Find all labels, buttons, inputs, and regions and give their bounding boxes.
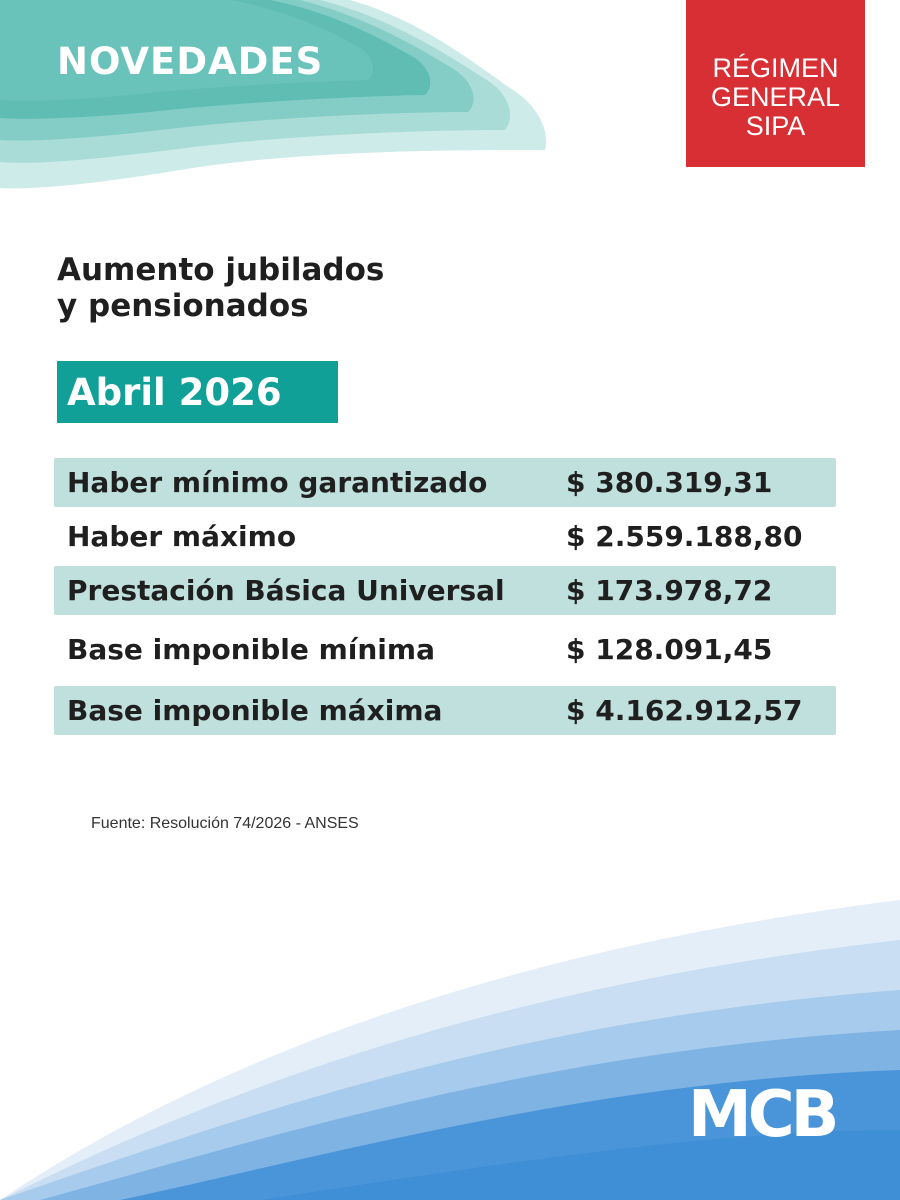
period-badge: Abril 2026 bbox=[57, 361, 338, 423]
title-line-2: y pensionados bbox=[57, 288, 309, 324]
section-label: NOVEDADES bbox=[57, 40, 324, 83]
table-row bbox=[54, 566, 836, 615]
row-label: Base imponible mínima bbox=[67, 633, 435, 666]
row-label: Prestación Básica Universal bbox=[67, 574, 505, 607]
row-label: Base imponible máxima bbox=[67, 694, 443, 727]
row-value: $ 128.091,45 bbox=[566, 633, 773, 666]
source-note: Fuente: Resolución 74/2026 - ANSES bbox=[91, 815, 359, 832]
bottom-wave-decoration bbox=[0, 880, 900, 1200]
regime-line-1: RÉGIMEN bbox=[712, 53, 839, 83]
table-row bbox=[54, 458, 836, 507]
table-row bbox=[54, 686, 836, 735]
table-row bbox=[54, 512, 836, 561]
mcb-logo bbox=[688, 1080, 840, 1140]
row-value: $ 4.162.912,57 bbox=[566, 694, 803, 727]
logo-text: MCB bbox=[688, 1080, 836, 1140]
row-label: Haber mínimo garantizado bbox=[67, 466, 488, 499]
row-value: $ 2.559.188,80 bbox=[566, 520, 803, 553]
regime-line-2: GENERAL bbox=[710, 82, 841, 112]
row-value: $ 380.319,31 bbox=[566, 466, 773, 499]
page-title bbox=[57, 252, 384, 324]
table-row bbox=[54, 625, 836, 674]
regime-badge bbox=[686, 0, 865, 167]
row-label: Haber máximo bbox=[67, 520, 297, 553]
row-value: $ 173.978,72 bbox=[566, 574, 773, 607]
top-wave-decoration bbox=[0, 0, 560, 200]
regime-line-3: SIPA bbox=[745, 111, 806, 141]
title-line-1: Aumento jubilados bbox=[57, 252, 385, 288]
